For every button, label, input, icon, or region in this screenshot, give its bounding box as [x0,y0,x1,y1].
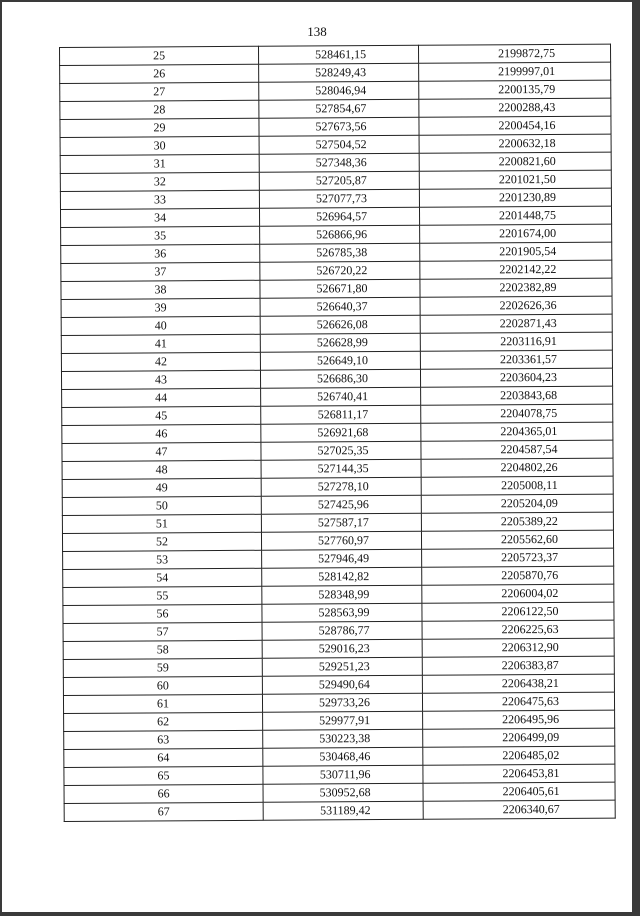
x-coordinate-cell: 529016,23 [262,639,422,658]
y-coordinate-cell: 2200135,79 [419,80,611,99]
point-number-cell: 58 [63,640,262,659]
point-number-cell: 28 [60,100,259,119]
point-number-cell: 33 [60,190,259,209]
point-number-cell: 63 [64,730,263,749]
x-coordinate-cell: 527425,96 [261,495,421,514]
x-coordinate-cell: 526626,08 [260,315,420,334]
y-coordinate-cell: 2202626,36 [420,296,612,315]
coordinates-table [59,44,616,822]
point-number-cell: 50 [62,496,261,515]
y-coordinate-cell: 2203843,68 [421,386,613,405]
point-number-cell: 47 [62,442,261,461]
point-number-cell: 26 [60,64,259,83]
point-number-cell: 65 [64,766,263,785]
x-coordinate-cell: 527673,56 [259,117,419,136]
y-coordinate-cell: 2205723,37 [422,548,614,567]
x-coordinate-cell: 531189,42 [263,801,423,820]
point-number-cell: 52 [62,532,261,551]
y-coordinate-cell: 2204078,75 [421,404,613,423]
x-coordinate-cell: 530711,96 [263,765,423,784]
y-coordinate-cell: 2203116,91 [420,332,612,351]
x-coordinate-cell: 528786,77 [262,621,422,640]
y-coordinate-cell: 2202871,43 [420,314,612,333]
y-coordinate-cell: 2201448,75 [419,206,611,225]
x-coordinate-cell: 526671,80 [260,279,420,298]
point-number-cell: 32 [60,172,259,191]
y-coordinate-cell: 2206499,09 [423,728,615,747]
x-coordinate-cell: 527348,36 [259,153,419,172]
x-coordinate-cell: 528461,15 [258,45,418,64]
y-coordinate-cell: 2205008,11 [421,476,613,495]
page-number: 138 [307,24,327,39]
document-page [2,2,632,912]
point-number-cell: 56 [63,604,262,623]
y-coordinate-cell: 2204365,01 [421,422,613,441]
x-coordinate-cell: 528348,99 [262,585,422,604]
x-coordinate-cell: 528563,99 [262,603,422,622]
y-coordinate-cell: 2205870,76 [422,566,614,585]
point-number-cell: 49 [62,478,261,497]
y-coordinate-cell: 2199997,01 [419,62,611,81]
y-coordinate-cell: 2202382,89 [420,278,612,297]
y-coordinate-cell: 2200288,43 [419,98,611,117]
x-coordinate-cell: 526964,57 [259,207,419,226]
point-number-cell: 46 [62,424,261,443]
x-coordinate-cell: 527144,35 [261,459,421,478]
y-coordinate-cell: 2206122,50 [422,602,614,621]
point-number-cell: 67 [64,802,263,821]
y-coordinate-cell: 2205204,09 [421,494,613,513]
x-coordinate-cell: 526720,22 [260,261,420,280]
x-coordinate-cell: 526686,30 [260,369,420,388]
y-coordinate-cell: 2200454,16 [419,116,611,135]
x-coordinate-cell: 526740,41 [261,387,421,406]
y-coordinate-cell: 2204587,54 [421,440,613,459]
point-number-cell: 51 [62,514,261,533]
x-coordinate-cell: 530952,68 [263,783,423,802]
y-coordinate-cell: 2201674,00 [420,224,612,243]
y-coordinate-cell: 2200632,18 [419,134,611,153]
x-coordinate-cell: 529251,23 [262,657,422,676]
y-coordinate-cell: 2203361,57 [420,350,612,369]
y-coordinate-cell: 2206383,87 [422,656,614,675]
y-coordinate-cell: 2205562,60 [421,530,613,549]
point-number-cell: 36 [61,244,260,263]
point-number-cell: 34 [60,208,259,227]
point-number-cell: 39 [61,298,260,317]
x-coordinate-cell: 527278,10 [261,477,421,496]
x-coordinate-cell: 526811,17 [261,405,421,424]
x-coordinate-cell: 529733,26 [262,693,422,712]
point-number-cell: 44 [62,388,261,407]
point-number-cell: 38 [61,280,260,299]
x-coordinate-cell: 528249,43 [259,63,419,82]
point-number-cell: 45 [62,406,261,425]
point-number-cell: 60 [63,676,262,695]
point-number-cell: 42 [61,352,260,371]
x-coordinate-cell: 526628,99 [260,333,420,352]
x-coordinate-cell: 527025,35 [261,441,421,460]
point-number-cell: 55 [63,586,262,605]
point-number-cell: 53 [63,550,262,569]
point-number-cell: 30 [60,136,259,155]
y-coordinate-cell: 2206225,63 [422,620,614,639]
x-coordinate-cell: 526640,37 [260,297,420,316]
y-coordinate-cell: 2205389,22 [421,512,613,531]
point-number-cell: 31 [60,154,259,173]
y-coordinate-cell: 2202142,22 [420,260,612,279]
y-coordinate-cell: 2206340,67 [423,800,615,819]
point-number-cell: 62 [64,712,263,731]
y-coordinate-cell: 2201021,50 [419,170,611,189]
point-number-cell: 64 [64,748,263,767]
point-number-cell: 37 [61,262,260,281]
point-number-cell: 25 [60,46,259,65]
x-coordinate-cell: 527946,49 [262,549,422,568]
x-coordinate-cell: 526921,68 [261,423,421,442]
x-coordinate-cell: 527504,52 [259,135,419,154]
y-coordinate-cell: 2203604,23 [420,368,612,387]
y-coordinate-cell: 2206004,02 [422,584,614,603]
point-number-cell: 40 [61,316,260,335]
x-coordinate-cell: 527205,87 [259,171,419,190]
x-coordinate-cell: 528046,94 [259,81,419,100]
x-coordinate-cell: 529490,64 [262,675,422,694]
point-number-cell: 27 [60,82,259,101]
y-coordinate-cell: 2206475,63 [422,692,614,711]
y-coordinate-cell: 2204802,26 [421,458,613,477]
x-coordinate-cell: 526649,10 [260,351,420,370]
x-coordinate-cell: 530223,38 [263,729,423,748]
y-coordinate-cell: 2206405,61 [423,782,615,801]
point-number-cell: 61 [63,694,262,713]
y-coordinate-cell: 2206312,90 [422,638,614,657]
x-coordinate-cell: 530468,46 [263,747,423,766]
x-coordinate-cell: 527854,67 [259,99,419,118]
y-coordinate-cell: 2206453,81 [423,764,615,783]
point-number-cell: 41 [61,334,260,353]
point-number-cell: 43 [61,370,260,389]
y-coordinate-cell: 2200821,60 [419,152,611,171]
x-coordinate-cell: 526785,38 [260,243,420,262]
x-coordinate-cell: 526866,96 [260,225,420,244]
y-coordinate-cell: 2201905,54 [420,242,612,261]
point-number-cell: 59 [63,658,262,677]
y-coordinate-cell: 2206495,96 [423,710,615,729]
point-number-cell: 54 [63,568,262,587]
y-coordinate-cell: 2199872,75 [418,44,610,63]
point-number-cell: 48 [62,460,261,479]
y-coordinate-cell: 2201230,89 [419,188,611,207]
x-coordinate-cell: 529977,91 [263,711,423,730]
table-row [64,800,615,821]
y-coordinate-cell: 2206438,21 [422,674,614,693]
coordinates-table-body [60,44,616,821]
point-number-cell: 57 [63,622,262,641]
point-number-cell: 66 [64,784,263,803]
x-coordinate-cell: 527077,73 [259,189,419,208]
x-coordinate-cell: 528142,82 [262,567,422,586]
y-coordinate-cell: 2206485,02 [423,746,615,765]
x-coordinate-cell: 527760,97 [261,531,421,550]
x-coordinate-cell: 527587,17 [261,513,421,532]
point-number-cell: 35 [61,226,260,245]
point-number-cell: 29 [60,118,259,137]
